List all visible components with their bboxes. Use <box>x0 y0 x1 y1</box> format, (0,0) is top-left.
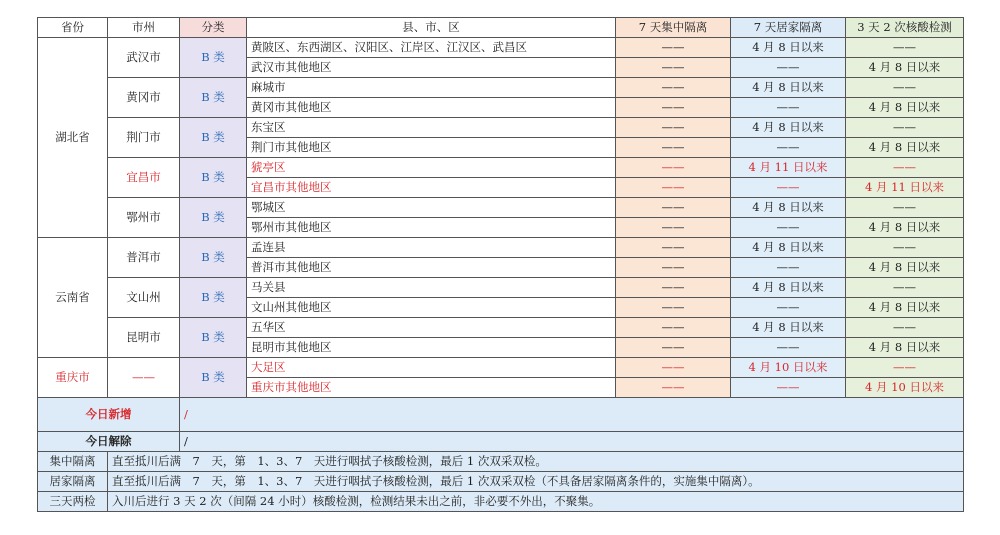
summary-label: 今日新增 <box>38 398 180 432</box>
province-cell: 云南省 <box>38 238 108 358</box>
summary-row <box>38 398 964 432</box>
area-cell: 马关县 <box>247 278 616 298</box>
home-quarantine-cell: 4 月 8 日以来 <box>731 118 846 138</box>
city-cell: 宜昌市 <box>108 158 180 198</box>
table-row <box>38 38 964 58</box>
home-quarantine-cell: —— <box>731 258 846 278</box>
city-cell: 黄冈市 <box>108 78 180 118</box>
summary-label: 居家隔离 <box>38 472 108 492</box>
nucleic-test-cell: —— <box>846 318 964 338</box>
area-cell: 昆明市其他地区 <box>247 338 616 358</box>
city-cell: 普洱市 <box>108 238 180 278</box>
home-quarantine-cell: 4 月 8 日以来 <box>731 38 846 58</box>
centralized-quarantine-cell: —— <box>616 58 731 78</box>
table-body <box>38 38 964 512</box>
area-cell: 麻城市 <box>247 78 616 98</box>
area-cell: 黄冈市其他地区 <box>247 98 616 118</box>
home-quarantine-cell: —— <box>731 58 846 78</box>
city-cell: —— <box>108 358 180 398</box>
area-cell: 猇亭区 <box>247 158 616 178</box>
nucleic-test-cell: 4 月 8 日以来 <box>846 98 964 118</box>
centralized-quarantine-cell: —— <box>616 118 731 138</box>
centralized-quarantine-cell: —— <box>616 238 731 258</box>
table-row <box>38 318 964 338</box>
centralized-quarantine-cell: —— <box>616 298 731 318</box>
summary-row <box>38 472 964 492</box>
category-cell: B 类 <box>180 358 247 398</box>
header-centralized-quarantine: 7 天集中隔离 <box>616 18 731 38</box>
centralized-quarantine-cell: —— <box>616 358 731 378</box>
centralized-quarantine-cell: —— <box>616 158 731 178</box>
nucleic-test-cell: 4 月 11 日以来 <box>846 178 964 198</box>
nucleic-test-cell: —— <box>846 278 964 298</box>
centralized-quarantine-cell: —— <box>616 38 731 58</box>
centralized-quarantine-cell: —— <box>616 138 731 158</box>
summary-text: 入川后进行 3 天 2 次（间隔 24 小时）核酸检测，检测结果未出之前，非必要不外出，不聚集。 <box>108 492 964 512</box>
home-quarantine-cell: 4 月 8 日以来 <box>731 78 846 98</box>
home-quarantine-cell: —— <box>731 138 846 158</box>
centralized-quarantine-cell: —— <box>616 378 731 398</box>
table-row <box>38 198 964 218</box>
area-cell: 五华区 <box>247 318 616 338</box>
area-cell: 宜昌市其他地区 <box>247 178 616 198</box>
area-cell: 荆门市其他地区 <box>247 138 616 158</box>
category-cell: B 类 <box>180 238 247 278</box>
home-quarantine-cell: 4 月 11 日以来 <box>731 158 846 178</box>
category-cell: B 类 <box>180 38 247 78</box>
summary-text: 直至抵川后满 7 天，第 1、3、7 天进行咽拭子核酸检测，最后 1 次双采双检。 <box>108 452 964 472</box>
nucleic-test-cell: 4 月 8 日以来 <box>846 218 964 238</box>
centralized-quarantine-cell: —— <box>616 218 731 238</box>
home-quarantine-cell: —— <box>731 298 846 318</box>
home-quarantine-cell: 4 月 8 日以来 <box>731 318 846 338</box>
home-quarantine-cell: —— <box>731 98 846 118</box>
area-cell: 黄陂区、东西湖区、汉阳区、江岸区、江汉区、武昌区 <box>247 38 616 58</box>
home-quarantine-cell: 4 月 8 日以来 <box>731 198 846 218</box>
area-cell: 孟连县 <box>247 238 616 258</box>
category-cell: B 类 <box>180 158 247 198</box>
home-quarantine-cell: —— <box>731 178 846 198</box>
header-province: 省份 <box>38 18 108 38</box>
province-cell: 湖北省 <box>38 38 108 238</box>
summary-row <box>38 452 964 472</box>
city-cell: 武汉市 <box>108 38 180 78</box>
centralized-quarantine-cell: —— <box>616 318 731 338</box>
category-cell: B 类 <box>180 198 247 238</box>
home-quarantine-cell: —— <box>731 218 846 238</box>
area-cell: 重庆市其他地区 <box>247 378 616 398</box>
summary-label: 三天两检 <box>38 492 108 512</box>
header-category: 分类 <box>180 18 247 38</box>
nucleic-test-cell: —— <box>846 358 964 378</box>
home-quarantine-cell: 4 月 10 日以来 <box>731 358 846 378</box>
header-area: 县、市、区 <box>247 18 616 38</box>
nucleic-test-cell: —— <box>846 118 964 138</box>
summary-row <box>38 492 964 512</box>
nucleic-test-cell: 4 月 8 日以来 <box>846 298 964 318</box>
centralized-quarantine-cell: —— <box>616 98 731 118</box>
city-cell: 鄂州市 <box>108 198 180 238</box>
nucleic-test-cell: 4 月 10 日以来 <box>846 378 964 398</box>
header-row <box>38 18 964 38</box>
area-cell: 文山州其他地区 <box>247 298 616 318</box>
home-quarantine-cell: —— <box>731 338 846 358</box>
area-cell: 武汉市其他地区 <box>247 58 616 78</box>
nucleic-test-cell: —— <box>846 198 964 218</box>
centralized-quarantine-cell: —— <box>616 178 731 198</box>
nucleic-test-cell: —— <box>846 78 964 98</box>
nucleic-test-cell: —— <box>846 158 964 178</box>
table-row <box>38 118 964 138</box>
table-row <box>38 78 964 98</box>
table-row <box>38 358 964 378</box>
nucleic-test-cell: —— <box>846 38 964 58</box>
centralized-quarantine-cell: —— <box>616 278 731 298</box>
category-cell: B 类 <box>180 318 247 358</box>
category-cell: B 类 <box>180 78 247 118</box>
area-cell: 大足区 <box>247 358 616 378</box>
header-city: 市州 <box>108 18 180 38</box>
table-row <box>38 158 964 178</box>
centralized-quarantine-cell: —— <box>616 198 731 218</box>
centralized-quarantine-cell: —— <box>616 78 731 98</box>
nucleic-test-cell: 4 月 8 日以来 <box>846 338 964 358</box>
nucleic-test-cell: 4 月 8 日以来 <box>846 58 964 78</box>
summary-row <box>38 432 964 452</box>
summary-text: / <box>180 432 964 452</box>
city-cell: 文山州 <box>108 278 180 318</box>
area-cell: 鄂州市其他地区 <box>247 218 616 238</box>
area-cell: 东宝区 <box>247 118 616 138</box>
nucleic-test-cell: 4 月 8 日以来 <box>846 138 964 158</box>
summary-text: / <box>180 398 964 432</box>
nucleic-test-cell: 4 月 8 日以来 <box>846 258 964 278</box>
risk-area-table <box>37 17 964 512</box>
centralized-quarantine-cell: —— <box>616 338 731 358</box>
table-row <box>38 278 964 298</box>
centralized-quarantine-cell: —— <box>616 258 731 278</box>
header-nucleic-test: 3 天 2 次核酸检测 <box>846 18 964 38</box>
table-row <box>38 238 964 258</box>
summary-label: 今日解除 <box>38 432 180 452</box>
nucleic-test-cell: —— <box>846 238 964 258</box>
header-home-quarantine: 7 天居家隔离 <box>731 18 846 38</box>
home-quarantine-cell: 4 月 8 日以来 <box>731 278 846 298</box>
area-cell: 鄂城区 <box>247 198 616 218</box>
home-quarantine-cell: —— <box>731 378 846 398</box>
summary-label: 集中隔离 <box>38 452 108 472</box>
province-cell: 重庆市 <box>38 358 108 398</box>
city-cell: 荆门市 <box>108 118 180 158</box>
home-quarantine-cell: 4 月 8 日以来 <box>731 238 846 258</box>
city-cell: 昆明市 <box>108 318 180 358</box>
category-cell: B 类 <box>180 278 247 318</box>
category-cell: B 类 <box>180 118 247 158</box>
area-cell: 普洱市其他地区 <box>247 258 616 278</box>
summary-text: 直至抵川后满 7 天，第 1、3、7 天进行咽拭子核酸检测，最后 1 次双采双检（不具备居家隔离条件的，实施集中隔离）。 <box>108 472 964 492</box>
